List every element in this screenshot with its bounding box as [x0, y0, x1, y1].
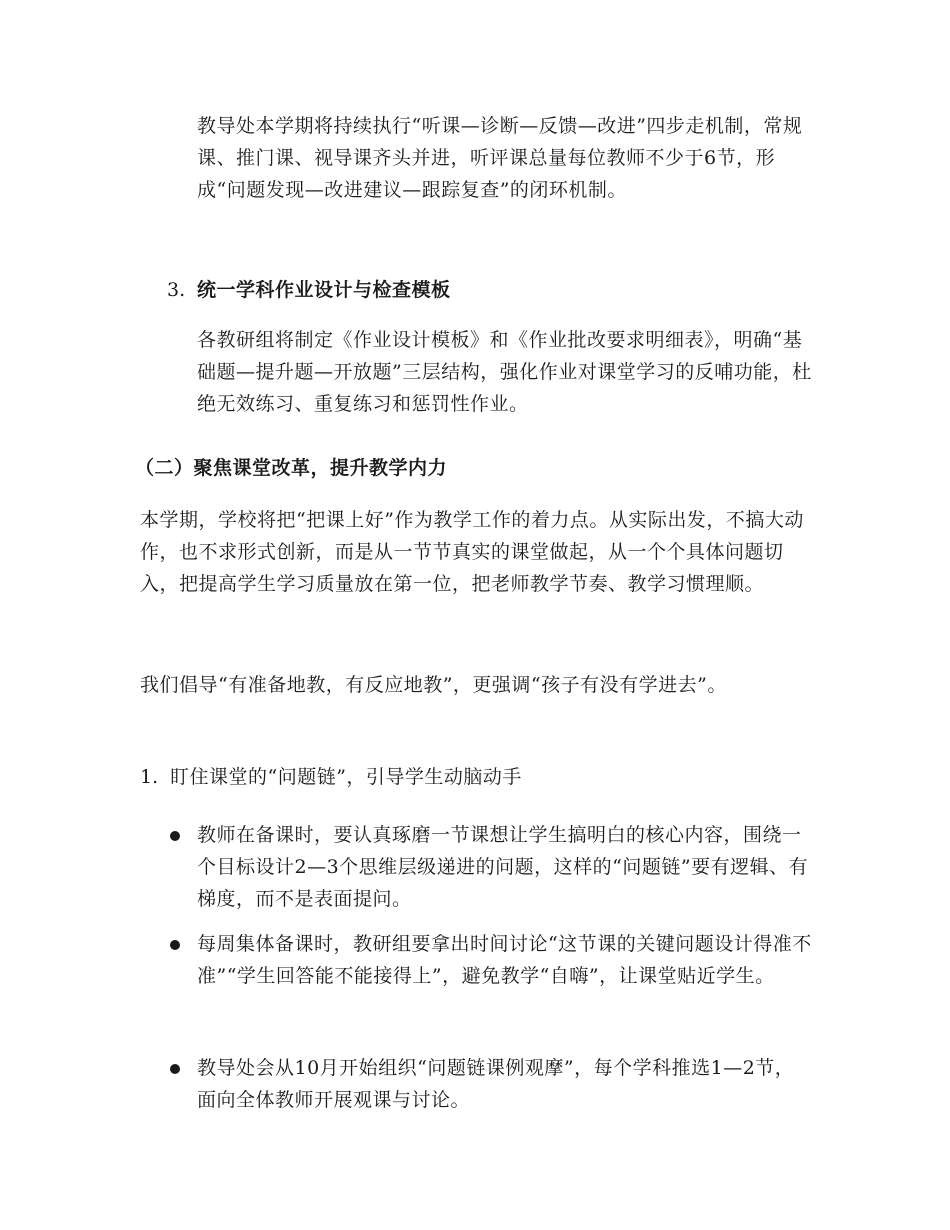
list-1-number: 1. — [140, 766, 159, 788]
list-item: 教导处会从10月开始组织“问题链课例观摩”，每个学科推选1—2节，面向全体教师开展观课与讨论。 — [197, 1057, 795, 1111]
bullet-dot — [170, 940, 180, 950]
list-1-title: 盯住课堂的“问题链”，引导学生动脑动手 — [170, 766, 522, 788]
intro-paragraph: 教导处本学期将持续执行“听课—诊断—反馈—改进”四步走机制，常规课、推门课、视导课齐头并进，听评课总量每位教师不少于6节，形成“问题发现—改进建议—跟踪复查”的闭环机制。 — [197, 115, 803, 201]
bullet-dot — [170, 1064, 180, 1074]
paragraph-b: 我们倡导“有准备地教，有反应地教”，更强调“孩子有没有学进去”。 — [140, 674, 727, 696]
section-heading-2: （二）聚焦课堂改革，提升教学内力 — [135, 457, 448, 479]
bullet-dot — [170, 831, 180, 841]
item-3-title: 统一学科作业设计与检查模板 — [197, 279, 451, 301]
item-3-number: 3. — [167, 279, 186, 301]
paragraph-a: 本学期，学校将把“把课上好”作为教学工作的着力点。从实际出发，不搞大动作，也不求形式创新，而是从一节节真实的课堂做起，从一个个具体问题切入，把提高学生学习质量放在第一位，把老师教学节奏、教学习惯理顺。 — [140, 509, 804, 595]
list-item: 每周集体备课时，教研组要拿出时间讨论“这节课的关键问题设计得准不准”“学生回答能不能接得上”，避免教学“自嗨”，让课堂贴近学生。 — [197, 933, 812, 987]
item-3-body: 各教研组将制定《作业设计模板》和《作业批改要求明细表》，明确“基础题—提升题—开放题”三层结构，强化作业对课堂学习的反哺功能，杜绝无效练习、重复练习和惩罚性作业。 — [197, 329, 812, 415]
list-item: 教师在备课时，要认真琢磨一节课想让学生搞明白的核心内容，围绕一个目标设计2—3个思维层级递进的问题，这样的“问题链”要有逻辑、有梯度，而不是表面提问。 — [197, 824, 809, 910]
